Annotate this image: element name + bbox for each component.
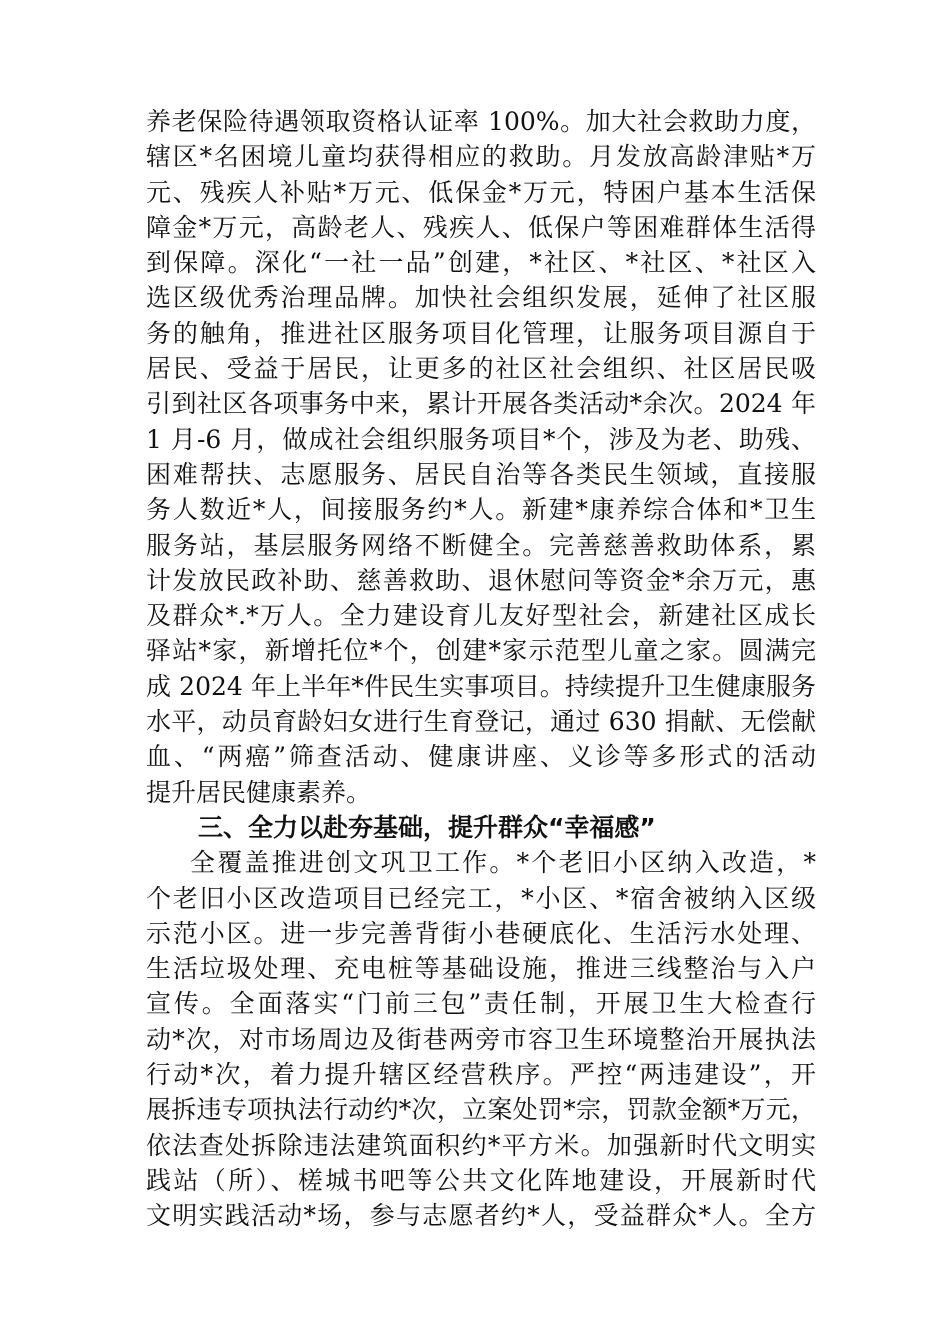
- paragraph-line: 行动*次，着力提升辖区经营秩序。严控“两违建设”，开: [146, 1060, 816, 1090]
- paragraph-line: 服务站，基层服务网络不断健全。完善慈善救助体系，累: [146, 530, 816, 560]
- paragraph-line: 务的触角，推进社区服务项目化管理，让服务项目源自于: [146, 318, 816, 348]
- document-body: [146, 104, 816, 1234]
- paragraph-line: 到保障。深化“一社一品”创建，*社区、*社区、*社区入: [146, 248, 816, 278]
- paragraph-line: 示范小区。进一步完善背街小巷硬底化、生活污水处理、: [146, 918, 816, 948]
- paragraph-line: 血、“两癌”筛查活动、健康讲座、义诊等多形式的活动: [146, 742, 816, 772]
- paragraph-line: 1 月-6 月，做成社会组织服务项目*个，涉及为老、助残、: [146, 424, 816, 454]
- paragraph-line: 个老旧小区改造项目已经完工，*小区、*宿舍被纳入区级: [146, 883, 816, 913]
- paragraph-line: 养老保险待遇领取资格认证率 100%。加大社会救助力度，: [146, 107, 816, 136]
- paragraph-line: 元、残疾人补贴*万元、低保金*万元，特困户基本生活保: [146, 177, 816, 207]
- paragraph-line: 文明实践活动*场，参与志愿者约*人，受益群众*人。全方: [146, 1201, 816, 1231]
- paragraph-line: 全覆盖推进创文巩卫工作。*个老旧小区纳入改造，*: [190, 848, 816, 878]
- paragraph-line: 驿站*家，新增托位*个，创建*家示范型儿童之家。圆满完: [146, 636, 816, 666]
- paragraph-line: 引到社区各项事务中来，累计开展各类活动*余次。2024 年: [146, 389, 816, 419]
- paragraph-line: 计发放民政补助、慈善救助、退休慰问等资金*余万元，惠: [146, 565, 816, 595]
- paragraph-line: 成 2024 年上半年*件民生实事项目。持续提升卫生健康服务: [146, 671, 816, 701]
- paragraph-line: 障金*万元，高龄老人、残疾人、低保户等困难群体生活得: [146, 212, 816, 242]
- paragraph-line: 选区级优秀治理品牌。加快社会组织发展，延伸了社区服: [146, 283, 816, 313]
- paragraph-line: 动*次，对市场周边及街巷两旁市容卫生环境整治开展执法: [146, 1024, 816, 1054]
- paragraph-line: 及群众*.*万人。全力建设育儿友好型社会，新建社区成长: [146, 601, 816, 631]
- paragraph-line: 宣传。全面落实“门前三包”责任制，开展卫生大检查行: [146, 989, 816, 1019]
- paragraph-line: 践站（所）、槎城书吧等公共文化阵地建设，开展新时代: [146, 1165, 816, 1195]
- paragraph-line: 提升居民健康素养。: [146, 777, 372, 807]
- paragraph-line: 生活垃圾处理、充电桩等基础设施，推进三线整治与入户: [146, 954, 816, 984]
- paragraph-line: 辖区*名困境儿童均获得相应的救助。月发放高龄津贴*万: [146, 142, 816, 172]
- paragraph-line: 居民、受益于居民，让更多的社区社会组织、社区居民吸: [146, 354, 816, 384]
- paragraph-line: 困难帮扶、志愿服务、居民自治等各类民生领域，直接服: [146, 459, 816, 489]
- section-heading: 三、全力以赴夯基础，提升群众“幸福感”: [198, 812, 656, 842]
- paragraph-line: 务人数近*人，间接服务约*人。新建*康养综合体和*卫生: [146, 495, 816, 525]
- paragraph-line: 水平，动员育龄妇女进行生育登记，通过 630 捐献、无偿献: [146, 707, 816, 737]
- paragraph-line: 展拆违专项执法行动约*次，立案处罚*宗，罚款金额*万元，: [146, 1095, 816, 1125]
- paragraph-line: 依法查处拆除违法建筑面积约*平方米。加强新时代文明实: [146, 1130, 816, 1160]
